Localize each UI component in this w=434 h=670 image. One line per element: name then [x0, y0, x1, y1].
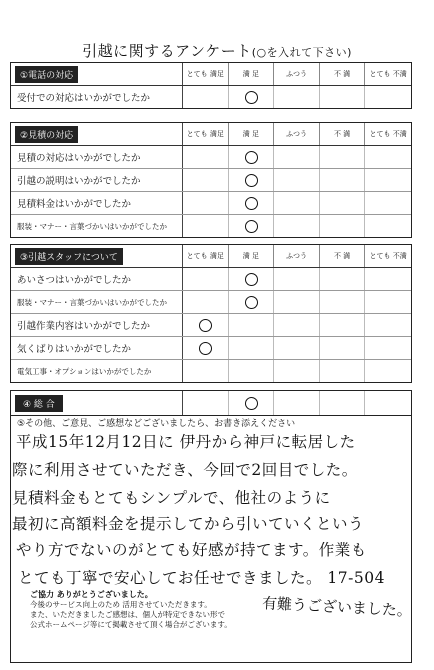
- rating-column-label: ふつう: [274, 123, 320, 145]
- rating-cell[interactable]: [229, 291, 275, 313]
- rating-column-label: とても 満足: [183, 245, 229, 267]
- rating-column-label: ふつう: [274, 245, 320, 267]
- rating-cell[interactable]: [365, 360, 411, 382]
- comment-heading: ⑤その他、ご意見、ご感想などございましたら、お書き添えください: [17, 419, 296, 429]
- rating-cell[interactable]: [365, 337, 411, 359]
- question-text: 服装・マナー・言葉づかいはいかがでしたか: [11, 291, 183, 313]
- footer-line-4: 公式ホームページ等にて掲載させて頂く場合がございます。: [30, 620, 232, 629]
- question-row: [11, 291, 411, 314]
- rating-cell[interactable]: [320, 146, 366, 168]
- question-row: [11, 192, 411, 215]
- rating-cell[interactable]: [365, 146, 411, 168]
- rating-cell[interactable]: [229, 360, 275, 382]
- total-rating-cell[interactable]: [183, 391, 229, 415]
- rating-cell[interactable]: [365, 291, 411, 313]
- rating-cell[interactable]: [274, 337, 320, 359]
- rating-cell[interactable]: [320, 337, 366, 359]
- rating-column-label: とても 満足: [183, 63, 229, 85]
- question-row: [11, 169, 411, 192]
- rating-column-label: 不 満: [320, 123, 366, 145]
- total-row: [10, 390, 412, 416]
- rating-cell[interactable]: [320, 291, 366, 313]
- total-label-cell: [11, 391, 183, 415]
- rating-cell[interactable]: [274, 314, 320, 336]
- rating-cell[interactable]: [320, 360, 366, 382]
- rating-cell[interactable]: [229, 215, 275, 237]
- rating-column-label: とても 不満: [369, 252, 407, 260]
- rating-cell[interactable]: [183, 169, 229, 191]
- rating-cell[interactable]: [320, 86, 366, 108]
- section-label: ③引越スタッフについて: [15, 248, 123, 265]
- section-label: ①電話の対応: [15, 66, 78, 83]
- section-header: [11, 123, 411, 146]
- question-text: 服装・マナー・言葉づかいはいかがでしたか: [11, 215, 183, 237]
- rating-cell[interactable]: [229, 86, 275, 108]
- question-text: あいさつはいかがでしたか: [11, 268, 183, 290]
- rating-column-label: 満 足: [229, 63, 275, 85]
- rating-cell[interactable]: [365, 268, 411, 290]
- rating-cell[interactable]: [365, 192, 411, 214]
- footer-line-2: 今後のサービス向上のため 活用させていただきます。: [30, 600, 212, 609]
- selected-circle-mark: [245, 220, 258, 233]
- handwritten-comment-line: やり方でないのがとても好感が持てます。作業も: [16, 541, 367, 559]
- question-text: 引越作業内容はいかがでしたか: [11, 314, 183, 336]
- rating-column-label: とても 不満: [369, 70, 407, 78]
- rating-cell[interactable]: [320, 314, 366, 336]
- section-header: [11, 63, 411, 86]
- selected-circle-mark: [199, 319, 212, 332]
- rating-cell[interactable]: [229, 192, 275, 214]
- handwritten-comment-line: とても丁寧で安心してお任せできました。 17-504: [18, 569, 385, 587]
- question-row: [11, 268, 411, 291]
- section-label-cell: [11, 63, 183, 85]
- rating-cell[interactable]: [183, 337, 229, 359]
- question-text: 見積料金はいかがでしたか: [11, 192, 183, 214]
- selected-circle-mark: [245, 91, 258, 104]
- rating-cell[interactable]: [320, 169, 366, 191]
- rating-cell[interactable]: [274, 86, 320, 108]
- selected-circle-mark: [245, 296, 258, 309]
- rating-column-label: ふつう: [274, 63, 320, 85]
- title-main: 引越に関するアンケート: [82, 42, 252, 60]
- section-header: [11, 245, 411, 268]
- rating-cell[interactable]: [274, 146, 320, 168]
- rating-cell[interactable]: [320, 215, 366, 237]
- rating-cell[interactable]: [229, 268, 275, 290]
- selected-circle-mark: [245, 174, 258, 187]
- handwritten-signoff: 有難うございました。: [261, 594, 413, 620]
- total-rating-cell[interactable]: [229, 391, 275, 415]
- question-row: [11, 86, 411, 108]
- rating-cell[interactable]: [274, 215, 320, 237]
- rating-cell[interactable]: [365, 314, 411, 336]
- question-row: [11, 314, 411, 337]
- footer-line-3: また、いただきましたご感想は、個人が特定できない形で: [30, 610, 225, 619]
- total-rating-cell[interactable]: [274, 391, 320, 415]
- rating-column-label: 不 満: [320, 63, 366, 85]
- rating-cell[interactable]: [229, 314, 275, 336]
- title-note: (○を入れて下さい): [251, 46, 352, 59]
- handwritten-comment-line: 見積料金もとてもシンプルで、他社のように: [12, 489, 331, 507]
- survey-section: [10, 62, 412, 109]
- rating-cell[interactable]: [320, 268, 366, 290]
- rating-cell[interactable]: [274, 268, 320, 290]
- footer-note: [30, 590, 232, 630]
- selected-circle-mark: [199, 342, 212, 355]
- rating-cell[interactable]: [183, 192, 229, 214]
- rating-cell[interactable]: [274, 291, 320, 313]
- question-text: 気くばりはいかがでしたか: [11, 337, 183, 359]
- rating-cell[interactable]: [183, 360, 229, 382]
- section-label-cell: [11, 245, 183, 267]
- rating-cell[interactable]: [229, 337, 275, 359]
- rating-column-label: 満 足: [229, 123, 275, 145]
- rating-column-label: とても 満足: [183, 123, 229, 145]
- section-label: ②見積の対応: [15, 126, 78, 143]
- rating-cell[interactable]: [365, 86, 411, 108]
- total-rating-cell[interactable]: [320, 391, 366, 415]
- question-row: [11, 337, 411, 360]
- handwritten-comment-line: 際に利用させていただき、今回で2回目でした。: [12, 461, 358, 479]
- rating-column-label: 満 足: [229, 245, 275, 267]
- handwritten-comment-line: 最初に高額料金を提示してから引いていくという: [12, 515, 365, 533]
- rating-cell[interactable]: [183, 314, 229, 336]
- rating-cell[interactable]: [229, 169, 275, 191]
- footer-thanks: ご協力 ありがとうございました。: [30, 590, 153, 599]
- total-rating-cell[interactable]: [365, 391, 411, 415]
- rating-cell[interactable]: [274, 360, 320, 382]
- question-row: [11, 215, 411, 237]
- rating-cell[interactable]: [183, 215, 229, 237]
- rating-cell[interactable]: [183, 291, 229, 313]
- question-row: [11, 146, 411, 169]
- total-label: ④ 総 合: [15, 395, 63, 412]
- rating-cell[interactable]: [274, 169, 320, 191]
- section-label-cell: [11, 123, 183, 145]
- selected-circle-mark: [245, 151, 258, 164]
- selected-circle-mark: [245, 197, 258, 210]
- selected-circle-mark: [245, 397, 258, 410]
- rating-cell[interactable]: [183, 268, 229, 290]
- question-text: 見積の対応はいかがでしたか: [11, 146, 183, 168]
- survey-section: [10, 122, 412, 238]
- handwritten-comment-line: 平成15年12月12日に 伊丹から神戸に転居した: [16, 433, 356, 451]
- rating-column-label: とても 不満: [369, 130, 407, 138]
- question-text: 引越の説明はいかがでしたか: [11, 169, 183, 191]
- survey-section: [10, 244, 412, 383]
- page-title: [0, 40, 434, 61]
- question-text: 電気工事・オプションはいかがでしたか: [11, 360, 183, 382]
- rating-column-label: 不 満: [320, 245, 366, 267]
- selected-circle-mark: [245, 273, 258, 286]
- question-row: [11, 360, 411, 382]
- rating-cell[interactable]: [365, 215, 411, 237]
- rating-cell[interactable]: [183, 146, 229, 168]
- rating-cell[interactable]: [365, 169, 411, 191]
- question-text: 受付での対応はいかがでしたか: [11, 86, 183, 108]
- rating-cell[interactable]: [229, 146, 275, 168]
- rating-cell[interactable]: [183, 86, 229, 108]
- rating-cell[interactable]: [274, 192, 320, 214]
- rating-cell[interactable]: [320, 192, 366, 214]
